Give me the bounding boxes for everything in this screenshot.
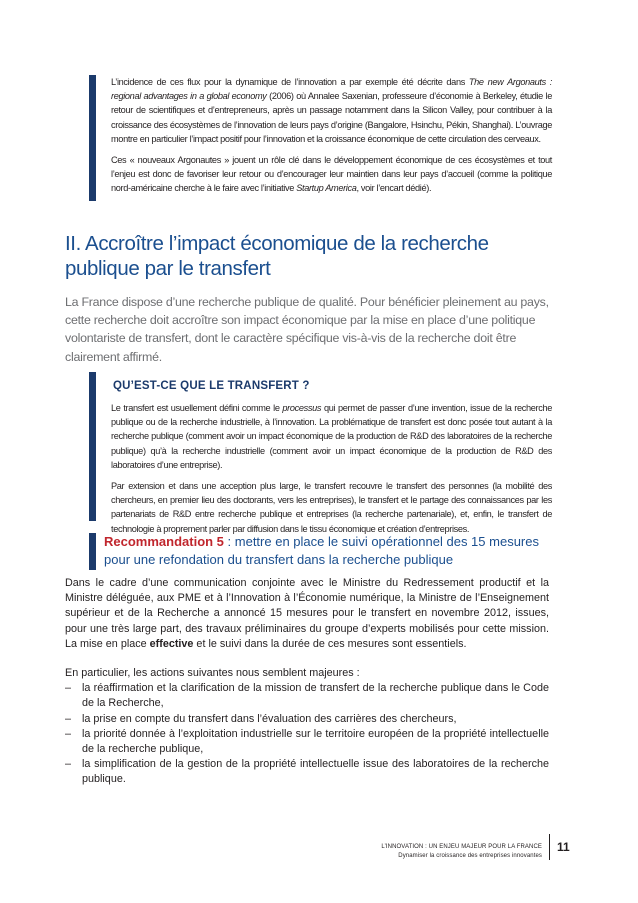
recommendation-heading xyxy=(89,533,559,570)
actions-intro: En particulier, les actions suivantes nous semblent majeures : xyxy=(65,667,360,680)
body-paragraph xyxy=(65,576,549,652)
list-item xyxy=(65,712,549,727)
recommendation-label: Recommandation 5 xyxy=(104,534,224,549)
inset-paragraph xyxy=(111,153,552,196)
list-item-text: la priorité donnée à l’exploitation industrielle sur le territoire européen de la propriété intellectuelle de la recherche publique, xyxy=(82,727,549,756)
list-item-text: la réaffirmation et la clarification de la mission de transfert de la recherche publique dans le Code de la Recherche, xyxy=(82,682,549,710)
body-text-run: Dans le cadre d’une communication conjointe avec le Ministre du Redressement productif et la Ministre déléguée, aux PME et à l’Innovation à l’Économie numérique, la Ministre de l’Enseignement supérieur et de la Recherche a annoncé 15 mesures pour le transfert en novembre 2012, issues, pour une très large part, des travaux préliminaires du groupe d’experts mobilisés pour cette mission. La mise en place xyxy=(65,577,549,650)
list-item xyxy=(65,681,549,711)
recommendation-text: : mettre en place le suivi opérationnel des 15 mesures pour une refondation du transfert dans la recherche publique xyxy=(104,534,539,567)
definition-paragraph xyxy=(111,401,552,472)
defined-term: processus xyxy=(282,403,322,413)
dash-bullet: – xyxy=(65,682,72,695)
definition-text: qui permet de passer d’une invention, issue de la recherche publique ou de la recherche industrielle, à l’innovation. La problématique de transfert est donc posée tout autant à la recherche publique (comment avoir un impact économique de la production de R&D des laboratoires de la recherche publique) qu’à la recherche industrielle (comment avoir un impact économique de la production de R&D des laboratoires d’une entreprise). xyxy=(111,403,552,470)
list-item xyxy=(65,727,549,757)
inset-text: L’incidence de ces flux pour la dynamique de l’innovation a par exemple été décrite dans xyxy=(111,77,469,87)
inset-text: Ces « nouveaux Argonautes » jouent un rôle clé dans le développement économique de ces écosystèmes et tout l’enjeu est donc de favoriser leur retour ou d’encourager leur maintien dans leur pays d’accueil (comme la politique nord-américaine cherche à le faire avec l’initiative xyxy=(111,155,552,194)
footer-divider xyxy=(549,834,550,860)
dash-bullet: – xyxy=(65,727,72,740)
footer-subtitle: Dynamiser la croissance des entreprises innovantes xyxy=(398,853,542,859)
emphasis: effective xyxy=(149,637,194,650)
body-text xyxy=(65,576,549,788)
page-number: 11 xyxy=(557,840,570,854)
running-footer xyxy=(330,843,542,861)
transfer-definition-box xyxy=(89,372,552,534)
dash-bullet: – xyxy=(65,758,72,771)
footer-title: L’INNOVATION : UN ENJEU MAJEUR POUR LA FRANCE xyxy=(381,844,542,850)
section-heading: II. Accroître l’impact économique de la recherche publique par le transfert xyxy=(65,232,489,280)
box-title: QU’EST-CE QUE LE TRANSFERT ? xyxy=(113,380,310,392)
extension-paragraph: Par extension et dans une acception plus large, le transfert recouvre le transfert des personnes (la mobilité des chercheurs, en premier lieu des doctorants, vers les entreprises), le transfert et le partage des connaissances par les partenariats de R&D entre recherche publique et entreprises (la recherche partenariale), et, enfin, le transfert de technologie à proprement parler par diffusion dans le tissu économique et création d’entreprises. xyxy=(111,481,552,534)
list-item-text: la simplification de la gestion de la propriété intellectuelle issue des laboratoires de la recherche publique. xyxy=(82,758,549,786)
book-title: The new Argonauts : regional advantages in a global economy xyxy=(111,77,552,102)
list-item xyxy=(65,757,549,787)
inset-text: , voir l’encart dédié). xyxy=(356,183,432,194)
body-text-run: et le suivi dans la durée de ces mesures sont essentiels. xyxy=(193,637,467,650)
list-item-text: la prise en compte du transfert dans l’évaluation des carrières des chercheurs, xyxy=(82,712,457,725)
definition-text: Le transfert est usuellement défini comme le xyxy=(111,403,283,413)
argonauts-inset-box xyxy=(89,75,552,201)
actions-list xyxy=(65,681,549,787)
section-intro: La France dispose d’une recherche publique de qualité. Pour bénéficier pleinement au pays, cette recherche doit accroître son impact économique par la mise en place d’une politique volontariste de transfert, dont le caractère spécifique vis-à-vis de la recherche doit être clairement affirmé. xyxy=(65,295,549,364)
dash-bullet: – xyxy=(65,712,72,725)
initiative-name: Startup America xyxy=(296,183,357,194)
inset-paragraph xyxy=(111,75,552,146)
inset-text: (2006) où Annalee Saxenian, professeure d’économie à Berkeley, étudie le retour de scientifiques et d’entrepreneurs, après un passage notamment dans la Silicon Valley, pour contribuer à la croissance des écosystèmes de l’innovation de leurs pays d’origine (Bangalore, Hsinchu, Pékin, Shanghai). L’ouvrage montre en particulier l’impact positif pour l’innovation et la croissance économique de cette circulation des cerveaux. xyxy=(111,91,552,144)
